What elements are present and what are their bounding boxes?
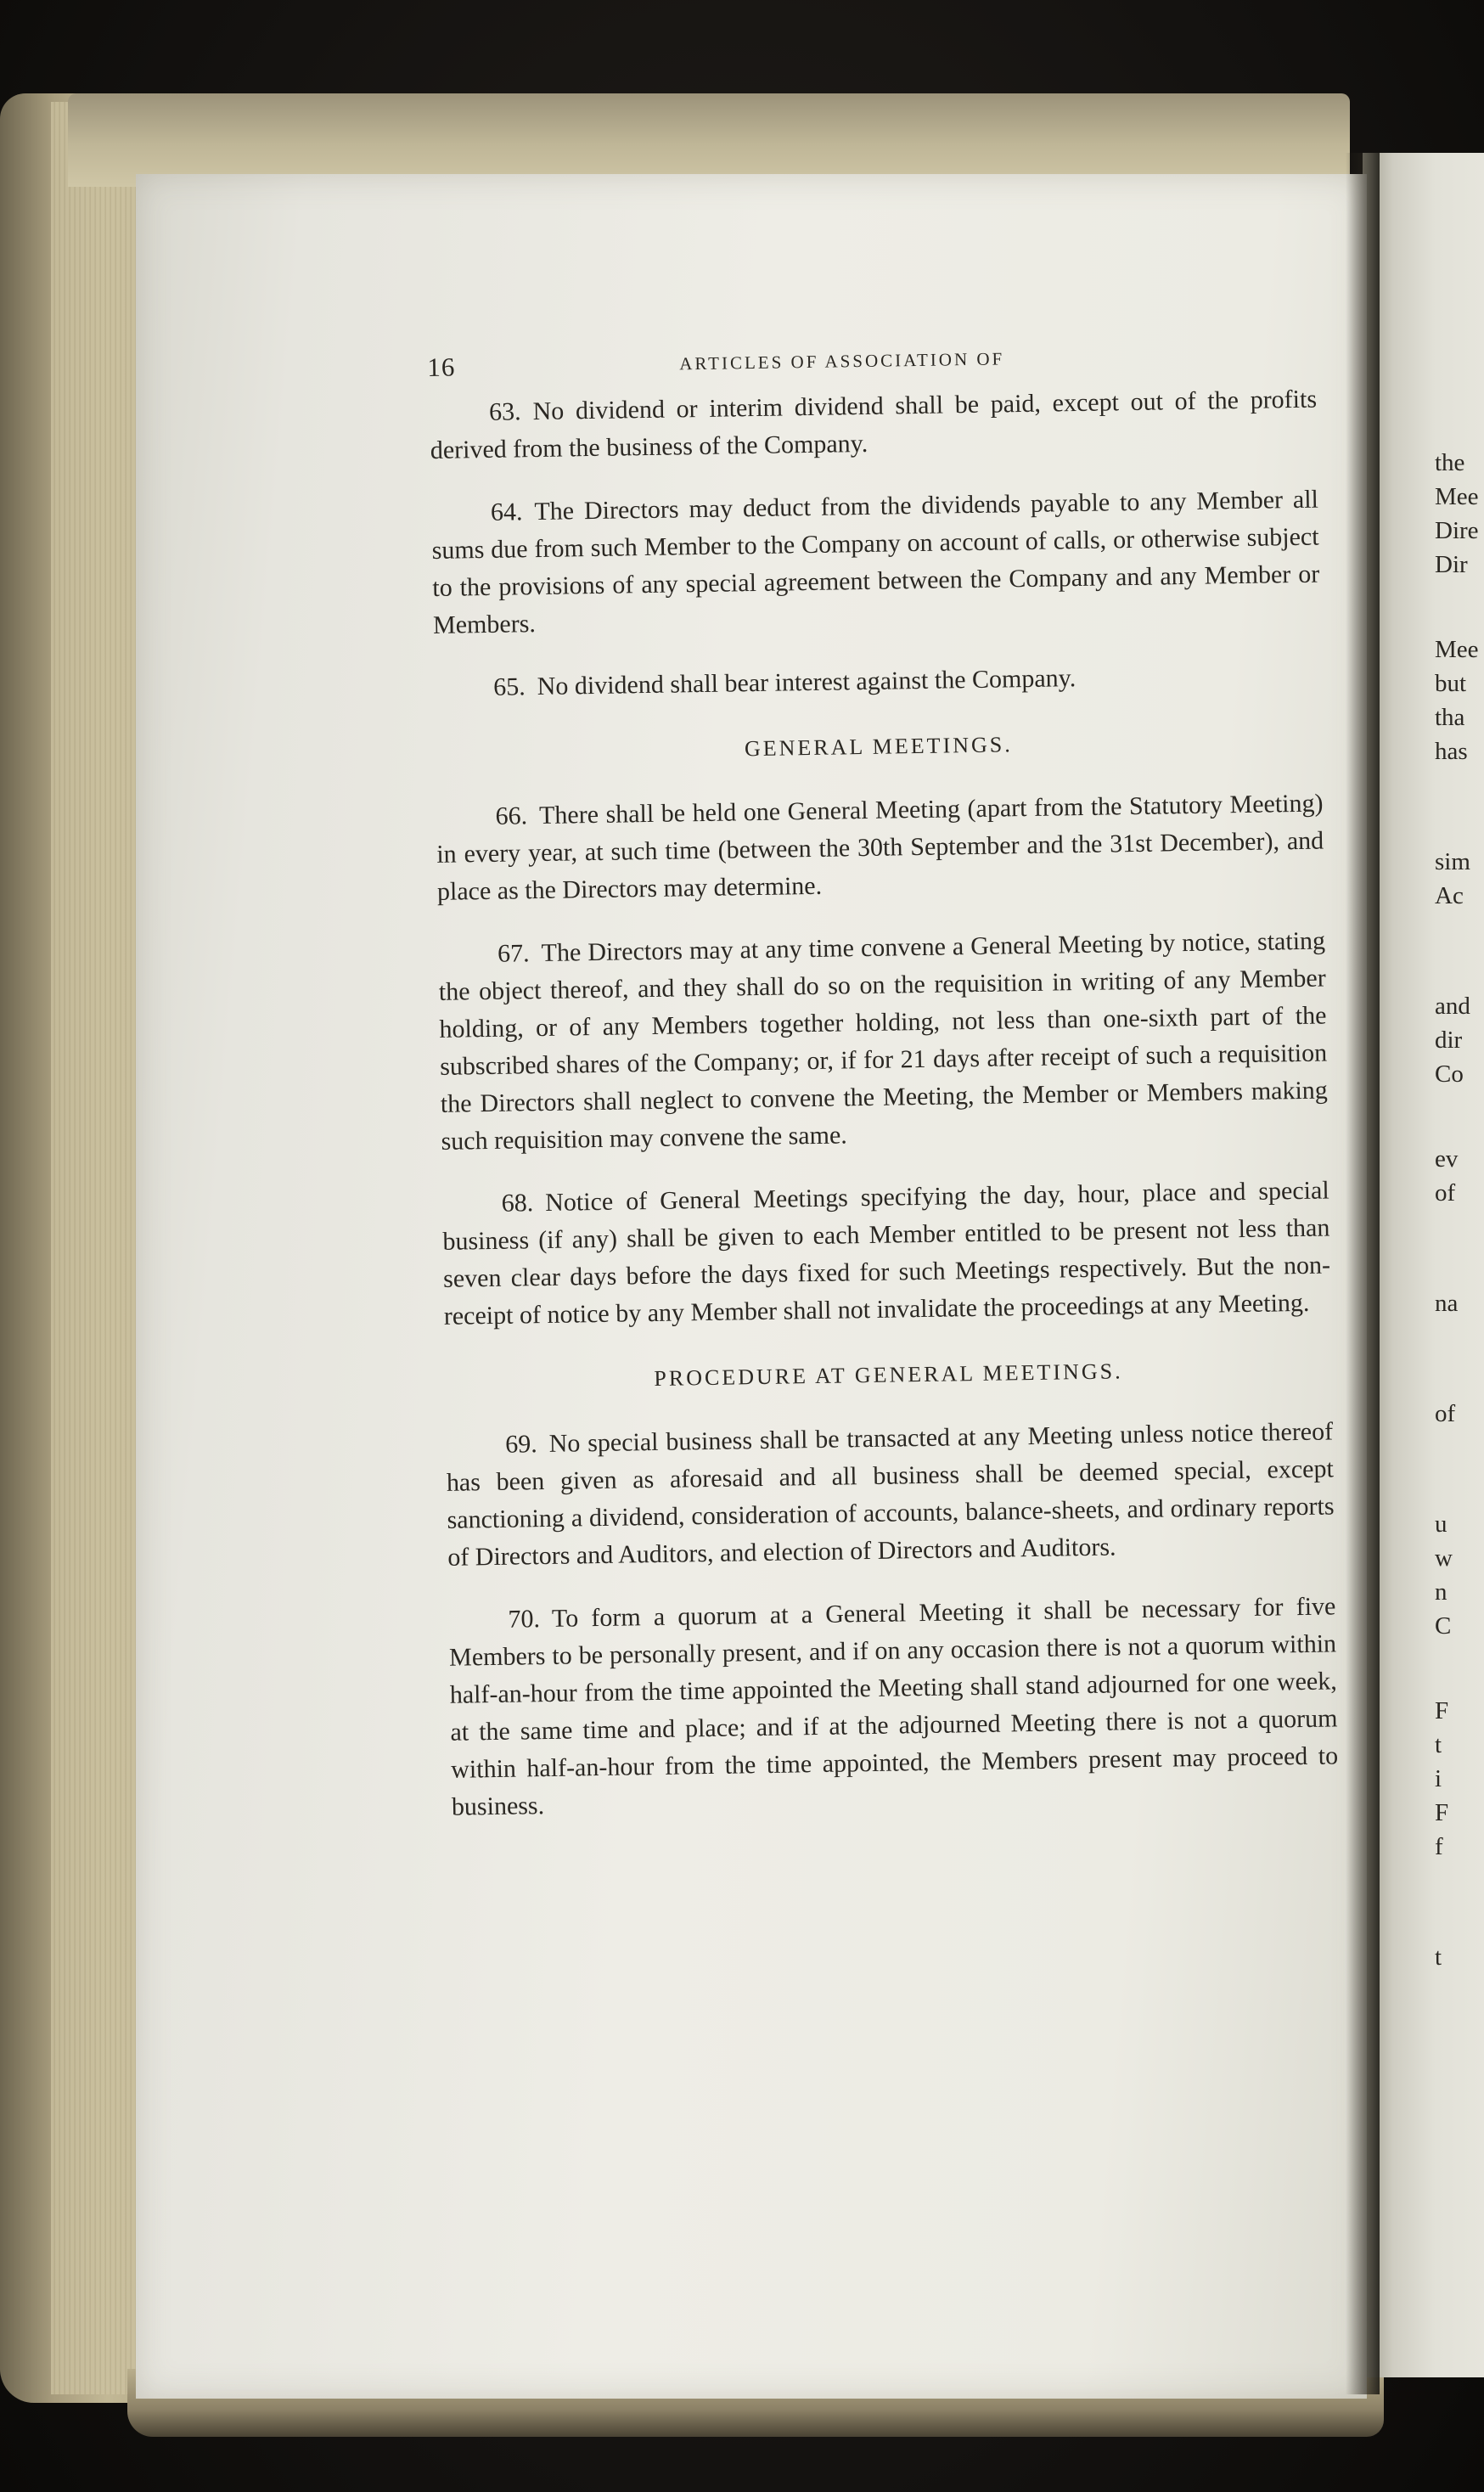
article-number: 63. bbox=[488, 397, 521, 426]
facing-fragment: dir bbox=[1435, 1027, 1463, 1054]
page-text bbox=[429, 339, 1340, 1852]
facing-fragment: sim bbox=[1435, 848, 1470, 875]
facing-gap bbox=[1435, 1864, 1484, 1940]
facing-fragment: Co bbox=[1435, 1060, 1464, 1088]
facing-fragment: Dir bbox=[1435, 551, 1468, 578]
facing-gap bbox=[1435, 1091, 1484, 1142]
facing-fragment: F bbox=[1435, 1697, 1449, 1724]
page-stack-top bbox=[68, 93, 1350, 187]
article-number: 69. bbox=[504, 1430, 537, 1459]
facing-fragment: i bbox=[1435, 1765, 1442, 1792]
article-number: 70. bbox=[508, 1605, 541, 1634]
facing-fragment: Dire bbox=[1435, 517, 1479, 544]
facing-fragment: Mee bbox=[1435, 483, 1479, 510]
book-gutter bbox=[1346, 153, 1380, 2394]
article-text: No dividend shall bear interest against the Company. bbox=[537, 664, 1076, 701]
facing-gap bbox=[1435, 1320, 1484, 1397]
article-67 bbox=[438, 923, 1329, 1161]
article-69 bbox=[446, 1413, 1335, 1576]
facing-fragment: Ac bbox=[1435, 882, 1464, 909]
article-number: 68. bbox=[501, 1189, 534, 1218]
article-65 bbox=[434, 656, 1322, 707]
facing-gap bbox=[1435, 582, 1484, 633]
article-text: To form a quorum at a General Meeting it shall be necessary for five Members to be personally present, and if on any occasion there is not a quorum within half-an-hour from the time appointed the Meeting shall stand adjourned for one week, at the same time and place; and if at the adjourned Meeting there is not a quorum within half-an-hour from the time appointed, the Members present may proceed to business. bbox=[448, 1592, 1339, 1821]
facing-fragment: C bbox=[1435, 1612, 1452, 1640]
article-number: 64. bbox=[490, 498, 523, 526]
facing-fragment: n bbox=[1435, 1578, 1447, 1606]
facing-fragment: F bbox=[1435, 1799, 1449, 1826]
facing-page-text bbox=[1435, 446, 1484, 1974]
article-text: There shall be held one General Meeting (apart from the Statutory Meeting) in every year, at such time (between the 30th September and the 31st December), and place as the Directors may determine. bbox=[436, 789, 1324, 906]
facing-gap bbox=[1435, 768, 1484, 845]
facing-gap bbox=[1435, 1210, 1484, 1286]
facing-fragment: f bbox=[1435, 1833, 1443, 1860]
facing-gap bbox=[1435, 1643, 1484, 1694]
facing-gap bbox=[1435, 1431, 1484, 1507]
facing-fragment: of bbox=[1435, 1179, 1456, 1207]
article-70 bbox=[448, 1588, 1339, 1825]
facing-fragment: t bbox=[1435, 1944, 1442, 1971]
facing-fragment: ev bbox=[1435, 1145, 1459, 1173]
article-number: 65. bbox=[492, 672, 526, 701]
article-68 bbox=[441, 1172, 1331, 1335]
facing-fragment: Mee bbox=[1435, 636, 1479, 663]
article-number: 66. bbox=[495, 802, 528, 830]
facing-gap bbox=[1435, 913, 1484, 989]
article-text: No special business shall be transacted at any Meeting unless notice thereof has been given as aforesaid and all business shall be deemed special, except sanctioning a dividend, consideration of accounts, balance-sheets, and ordinary reports of Directors and Auditors, and election of Directors and Auditors. bbox=[446, 1417, 1335, 1572]
section-heading-general-meetings: GENERAL MEETINGS. bbox=[744, 732, 1013, 762]
article-text: The Directors may at any time convene a General Meeting by notice, stating the object thereof, and they shall do so on the requisition in writing of any Member holding, or of any Members together holding, not less than one-sixth part of the subscribed shares of the Company; or, if for 21 days after receipt of such a requisition the Directors shall neglect to convene the Meeting, the Member or Members making such requisition may convene the same. bbox=[438, 926, 1329, 1156]
facing-fragment: tha bbox=[1435, 704, 1465, 731]
facing-fragment: na bbox=[1435, 1290, 1459, 1317]
facing-fragment: t bbox=[1435, 1731, 1442, 1758]
facing-fragment: has bbox=[1435, 738, 1468, 765]
running-title: ARTICLES OF ASSOCIATION OF bbox=[679, 348, 1005, 374]
page-number: 16 bbox=[427, 352, 456, 383]
article-text: The Directors may deduct from the dividends payable to any Member all sums due from such Member to the Company on account of calls, or otherwise subject to the provisions of any special agreement between the Company and any Member or Members. bbox=[431, 485, 1320, 639]
article-text: No dividend or interim dividend shall be paid, except out of the profits derived from the business of the Company. bbox=[430, 385, 1318, 464]
section-heading-procedure: PROCEDURE AT GENERAL MEETINGS. bbox=[654, 1359, 1123, 1391]
article-66 bbox=[436, 785, 1324, 911]
facing-fragment: but bbox=[1435, 670, 1467, 697]
article-64 bbox=[431, 481, 1321, 644]
facing-fragment: and bbox=[1435, 993, 1470, 1020]
article-63 bbox=[430, 381, 1318, 470]
facing-fragment: u bbox=[1435, 1510, 1447, 1538]
facing-fragment: of bbox=[1435, 1400, 1456, 1427]
facing-fragment: the bbox=[1435, 449, 1465, 476]
article-number: 67. bbox=[497, 939, 530, 968]
facing-fragment: w bbox=[1435, 1544, 1453, 1572]
article-text: Notice of General Meetings specifying the day, hour, place and special business (if any) shall be given to each Member entitled to be present not less than seven clear days before the days fixed for such Meetings respectively. But the non-receipt of notice by any Member shall not invalidate the proceedings at any Meeting. bbox=[442, 1176, 1331, 1330]
